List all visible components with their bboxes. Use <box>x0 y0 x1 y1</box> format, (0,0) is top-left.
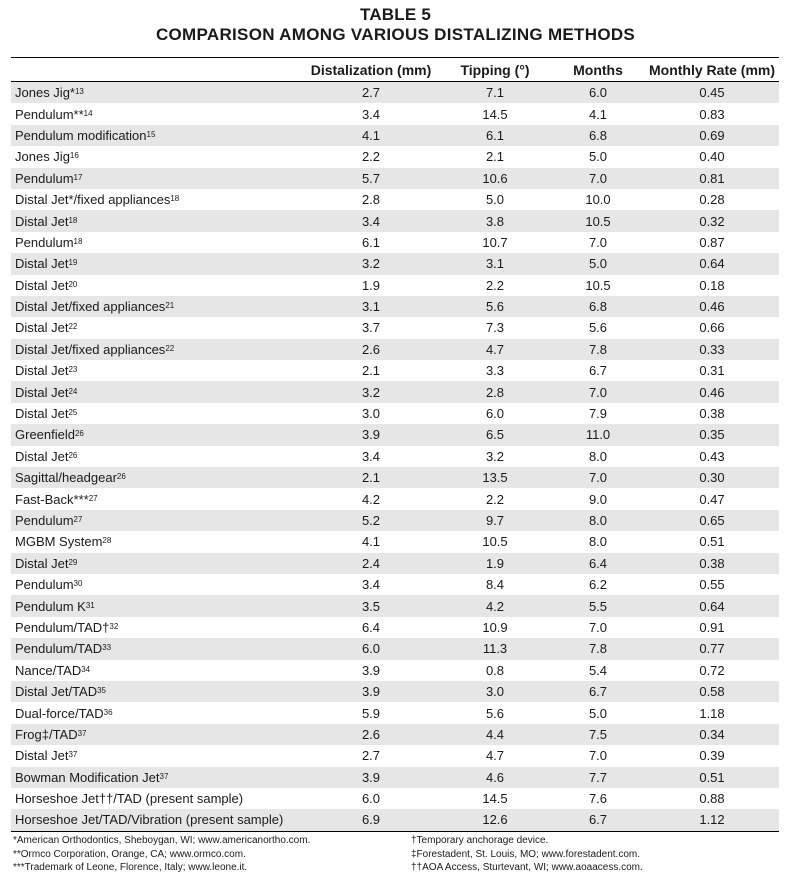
tipping-cell: 5.6 <box>485 299 505 315</box>
distalization-cell: 3.4 <box>361 213 381 229</box>
tipping-cell: 1.9 <box>485 555 505 571</box>
tipping-cell: 3.2 <box>485 448 505 464</box>
reference-number: 37 <box>159 771 169 781</box>
months-cell: 7.0 <box>588 170 608 186</box>
tipping-cell: 14.5 <box>482 106 508 122</box>
method-name: Distal Jet <box>15 320 69 336</box>
months-cell: 6.8 <box>588 299 608 315</box>
distalization-cell: 3.4 <box>361 577 381 593</box>
footnotes-left <box>13 834 310 875</box>
distalization-cell: 2.6 <box>361 726 381 742</box>
distalization-cell: 5.7 <box>361 170 381 186</box>
reference-number: 31 <box>85 600 95 610</box>
months-cell: 7.9 <box>588 406 608 422</box>
monthly-rate-cell: 0.66 <box>699 320 725 336</box>
tipping-cell: 3.8 <box>485 213 505 229</box>
distalization-cell: 3.5 <box>361 598 381 614</box>
tipping-cell: 6.0 <box>485 406 505 422</box>
table-row <box>11 253 779 274</box>
table-row <box>11 574 779 595</box>
tipping-cell: 10.6 <box>482 170 508 186</box>
distalization-cell: 4.1 <box>361 127 381 143</box>
footnote: ††AOA Access, Sturtevant, WI; www.aoaacess.com. <box>411 862 643 873</box>
tipping-cell: 2.2 <box>485 277 505 293</box>
method-cell <box>11 617 303 638</box>
monthly-rate-cell: 0.46 <box>699 384 725 400</box>
months-cell: 5.5 <box>588 598 608 614</box>
monthly-rate-cell: 0.64 <box>699 598 725 614</box>
method-name: Pendulum** <box>15 106 84 122</box>
table-row <box>11 595 779 616</box>
tipping-cell: 6.1 <box>485 127 505 143</box>
months-cell: 10.5 <box>585 213 611 229</box>
method-cell <box>11 702 303 723</box>
monthly-rate-cell: 0.88 <box>699 791 725 807</box>
method-cell <box>11 168 303 189</box>
tipping-cell: 13.5 <box>482 470 508 486</box>
method-name: Distal Jet <box>15 555 69 571</box>
method-cell <box>11 275 303 296</box>
method-name: MGBM System <box>15 534 103 550</box>
months-cell: 7.7 <box>588 769 608 785</box>
method-cell <box>11 574 303 595</box>
months-cell: 10.5 <box>585 277 611 293</box>
monthly-rate-cell: 0.46 <box>699 299 725 315</box>
reference-number: 22 <box>165 343 175 353</box>
tipping-cell: 4.7 <box>485 341 505 357</box>
method-name: Pendulum/TAD <box>15 641 103 657</box>
method-cell <box>11 531 303 552</box>
table-row <box>11 531 779 552</box>
method-name: Horseshoe Jet††/TAD (present sample) <box>15 791 244 807</box>
method-name: Distal Jet <box>15 256 69 272</box>
tipping-cell: 7.1 <box>485 85 505 101</box>
months-cell: 10.0 <box>585 192 611 208</box>
months-cell: 5.0 <box>588 256 608 272</box>
reference-number: 26 <box>74 429 84 439</box>
reference-number: 26 <box>68 450 78 460</box>
reference-number: 37 <box>77 728 87 738</box>
reference-number: 30 <box>73 579 83 589</box>
tipping-cell: 10.5 <box>482 534 508 550</box>
method-name: Distal Jet <box>15 363 69 379</box>
reference-number: 18 <box>68 215 78 225</box>
method-cell <box>11 403 303 424</box>
table-title: TABLE 5 <box>360 5 431 24</box>
footnote: †Temporary anchorage device. <box>411 835 549 846</box>
months-cell: 6.8 <box>588 127 608 143</box>
tipping-cell: 4.6 <box>485 769 505 785</box>
reference-number: 16 <box>69 151 79 161</box>
monthly-rate-cell: 0.34 <box>699 726 725 742</box>
table-row <box>11 660 779 681</box>
footnote: *American Orthodontics, Sheboygan, WI; www.americanortho.com. <box>13 835 311 846</box>
table-row <box>11 403 779 424</box>
method-cell <box>11 510 303 531</box>
monthly-rate-cell: 0.32 <box>699 213 725 229</box>
reference-number: 22 <box>68 322 78 332</box>
method-name: Pendulum K <box>15 598 86 614</box>
months-cell: 6.0 <box>588 85 608 101</box>
header-tipping: Tipping (°) <box>439 58 551 82</box>
method-name: Pendulum <box>15 234 74 250</box>
tipping-cell: 4.7 <box>485 748 505 764</box>
monthly-rate-cell: 1.18 <box>699 705 725 721</box>
method-name: Frog‡/TAD <box>15 726 78 742</box>
months-cell: 7.0 <box>588 470 608 486</box>
months-cell: 7.0 <box>588 384 608 400</box>
reference-number: 35 <box>97 686 107 696</box>
method-name: Distal Jet/fixed appliances <box>15 341 166 357</box>
months-cell: 7.8 <box>588 341 608 357</box>
table-row <box>11 103 779 124</box>
monthly-rate-cell: 0.91 <box>699 619 725 635</box>
reference-number: 25 <box>68 408 78 418</box>
method-cell <box>11 745 303 766</box>
table-subtitle: COMPARISON AMONG VARIOUS DISTALIZING METHODS <box>155 25 636 44</box>
table-row <box>11 446 779 467</box>
method-cell <box>11 82 303 104</box>
months-cell: 5.4 <box>588 662 608 678</box>
header-method <box>11 58 303 82</box>
months-cell: 6.2 <box>588 577 608 593</box>
method-name: Distal Jet <box>15 213 69 229</box>
months-cell: 6.7 <box>588 684 608 700</box>
method-name: Distal Jet <box>15 748 69 764</box>
distalization-cell: 3.2 <box>361 256 381 272</box>
method-name: Pendulum modification <box>15 127 147 143</box>
months-cell: 5.6 <box>588 320 608 336</box>
method-cell <box>11 809 303 831</box>
tipping-cell: 3.0 <box>485 684 505 700</box>
monthly-rate-cell: 0.40 <box>699 149 725 165</box>
table-row <box>11 809 779 831</box>
distalization-cell: 2.7 <box>361 748 381 764</box>
method-name: Distal Jet/fixed appliances <box>15 299 166 315</box>
monthly-rate-cell: 0.38 <box>699 555 725 571</box>
monthly-rate-cell: 0.72 <box>699 662 725 678</box>
monthly-rate-cell: 0.77 <box>699 641 725 657</box>
comparison-table <box>11 57 779 832</box>
reference-number: 27 <box>73 515 83 524</box>
tipping-cell: 8.4 <box>485 577 505 593</box>
reference-number: 23 <box>68 365 78 375</box>
table-row <box>11 381 779 402</box>
distalization-cell: 3.4 <box>361 106 381 122</box>
method-cell <box>11 767 303 788</box>
monthly-rate-cell: 0.28 <box>699 192 725 208</box>
header-distalization: Distalization (mm) <box>303 58 439 82</box>
reference-number: 17 <box>73 172 83 182</box>
months-cell: 8.0 <box>588 513 608 528</box>
reference-number: 32 <box>109 621 119 631</box>
monthly-rate-cell: 0.35 <box>699 427 725 443</box>
distalization-cell: 3.0 <box>361 406 381 422</box>
table-row <box>11 296 779 317</box>
method-cell <box>11 553 303 574</box>
reference-number: 18 <box>170 194 180 204</box>
method-name: Pendulum <box>15 577 74 593</box>
months-cell: 5.0 <box>588 705 608 721</box>
table-row <box>11 681 779 702</box>
monthly-rate-cell: 0.69 <box>699 127 725 143</box>
monthly-rate-cell: 0.47 <box>699 491 725 507</box>
distalization-cell: 2.7 <box>361 85 381 101</box>
reference-number: 28 <box>102 536 112 546</box>
method-name: Nance/TAD <box>15 662 82 678</box>
tipping-cell: 12.6 <box>482 812 508 828</box>
method-name: Jones Jig <box>15 149 70 165</box>
method-cell <box>11 189 303 210</box>
method-cell <box>11 360 303 381</box>
reference-number: 20 <box>68 279 78 289</box>
method-cell <box>11 595 303 616</box>
table-row <box>11 424 779 445</box>
distalization-cell: 3.9 <box>361 662 381 678</box>
method-cell <box>11 296 303 317</box>
distalization-cell: 6.0 <box>361 791 381 807</box>
distalization-cell: 6.0 <box>361 641 381 657</box>
method-name: Distal Jet*/fixed appliances <box>15 192 171 208</box>
months-cell: 7.6 <box>588 791 608 807</box>
method-cell <box>11 488 303 509</box>
method-cell <box>11 446 303 467</box>
months-cell: 9.0 <box>588 491 608 507</box>
method-name: Pendulum/TAD† <box>15 619 110 635</box>
method-name: Distal Jet <box>15 448 69 464</box>
method-cell <box>11 210 303 231</box>
tipping-cell: 5.6 <box>485 705 505 721</box>
reference-number: 33 <box>102 643 112 653</box>
method-cell <box>11 788 303 809</box>
footnote: ***Trademark of Leone, Florence, Italy; www.leone.it. <box>13 862 248 873</box>
method-cell <box>11 467 303 488</box>
table-row <box>11 125 779 146</box>
table-row <box>11 488 779 509</box>
months-cell: 7.0 <box>588 234 608 250</box>
months-cell: 6.4 <box>588 555 608 571</box>
distalization-cell: 2.6 <box>361 341 381 357</box>
header-monthly-rate: Monthly Rate (mm) <box>645 58 779 82</box>
monthly-rate-cell: 0.51 <box>699 769 725 785</box>
table-row <box>11 360 779 381</box>
method-cell <box>11 660 303 681</box>
monthly-rate-cell: 0.18 <box>699 277 725 293</box>
reference-number: 26 <box>116 472 126 482</box>
reference-number: 15 <box>146 129 156 139</box>
months-cell: 7.0 <box>588 748 608 764</box>
method-cell <box>11 103 303 124</box>
reference-number: 21 <box>165 301 175 311</box>
tipping-cell: 11.3 <box>482 641 508 657</box>
monthly-rate-cell: 0.31 <box>699 363 725 379</box>
method-cell <box>11 339 303 360</box>
method-name: Pendulum <box>15 513 74 528</box>
distalization-cell: 5.9 <box>361 705 381 721</box>
distalization-cell: 3.9 <box>361 769 381 785</box>
footnote: ‡Forestadent, St. Louis, MO; www.forestadent.com. <box>411 848 640 860</box>
table-row <box>11 553 779 574</box>
method-name: Pendulum <box>15 170 74 186</box>
method-cell <box>11 125 303 146</box>
distalization-cell: 6.4 <box>361 619 381 635</box>
table-row <box>11 788 779 809</box>
tipping-cell: 5.0 <box>485 192 505 208</box>
reference-number: 34 <box>81 664 91 674</box>
months-cell: 4.1 <box>588 106 608 122</box>
months-cell: 7.0 <box>588 619 608 635</box>
months-cell: 7.8 <box>588 641 608 657</box>
months-cell: 8.0 <box>588 534 608 550</box>
table-row <box>11 146 779 167</box>
table-row <box>11 210 779 231</box>
tipping-cell: 0.8 <box>485 662 505 678</box>
distalization-cell: 4.2 <box>361 491 381 507</box>
table-row <box>11 275 779 296</box>
tipping-cell: 4.2 <box>485 598 505 614</box>
method-cell <box>11 681 303 702</box>
reference-number: 29 <box>68 557 78 567</box>
method-name: Distal Jet <box>15 406 69 422</box>
method-cell <box>11 232 303 253</box>
monthly-rate-cell: 0.30 <box>699 470 725 486</box>
monthly-rate-cell: 0.43 <box>699 448 725 464</box>
distalization-cell: 1.9 <box>361 277 381 293</box>
months-cell: 5.0 <box>588 149 608 165</box>
table-row <box>11 82 779 104</box>
monthly-rate-cell: 0.65 <box>699 513 725 528</box>
distalization-cell: 3.9 <box>361 684 381 700</box>
table-row <box>11 767 779 788</box>
table-row <box>11 638 779 659</box>
distalization-cell: 2.1 <box>361 470 381 486</box>
table-row <box>11 510 779 531</box>
distalization-cell: 3.1 <box>361 299 381 315</box>
monthly-rate-cell: 0.64 <box>699 256 725 272</box>
reference-number: 18 <box>73 236 83 246</box>
reference-number: 37 <box>68 750 78 760</box>
method-cell <box>11 317 303 338</box>
reference-number: 19 <box>68 258 78 268</box>
monthly-rate-cell: 0.38 <box>699 406 725 422</box>
table-row <box>11 617 779 638</box>
table-row <box>11 702 779 723</box>
header-row <box>11 58 779 82</box>
tipping-cell: 14.5 <box>482 791 508 807</box>
method-name: Bowman Modification Jet <box>15 769 160 785</box>
table-row <box>11 232 779 253</box>
distalization-cell: 4.1 <box>361 534 381 550</box>
monthly-rate-cell: 0.87 <box>699 234 725 250</box>
tipping-cell: 9.7 <box>485 513 505 528</box>
monthly-rate-cell: 0.39 <box>699 748 725 764</box>
distalization-cell: 3.4 <box>361 448 381 464</box>
method-name: Sagittal/headgear <box>15 470 117 486</box>
table-row <box>11 189 779 210</box>
method-name: Jones Jig* <box>15 85 75 101</box>
method-name: Distal Jet <box>15 384 69 400</box>
reference-number: 24 <box>68 386 78 396</box>
distalization-cell: 2.2 <box>361 149 381 165</box>
monthly-rate-cell: 0.83 <box>699 106 725 122</box>
distalization-cell: 2.8 <box>361 192 381 208</box>
method-cell <box>11 146 303 167</box>
months-cell: 11.0 <box>585 427 611 443</box>
method-name: Distal Jet <box>15 277 69 293</box>
footnotes-right <box>411 834 643 875</box>
method-name: Fast-Back*** <box>15 491 89 507</box>
table-row <box>11 168 779 189</box>
distalization-cell: 3.2 <box>361 384 381 400</box>
tipping-cell: 3.1 <box>485 256 505 272</box>
reference-number: 14 <box>83 108 93 118</box>
tipping-cell: 7.3 <box>485 320 505 336</box>
table-body <box>11 82 779 832</box>
table-row <box>11 724 779 745</box>
method-name: Distal Jet/TAD <box>15 684 98 700</box>
monthly-rate-cell: 1.12 <box>699 812 725 828</box>
months-cell: 8.0 <box>588 448 608 464</box>
method-cell <box>11 724 303 745</box>
months-cell: 6.7 <box>588 363 608 379</box>
reference-number: 27 <box>88 493 98 503</box>
distalization-cell: 3.7 <box>361 320 381 336</box>
table-row <box>11 467 779 488</box>
tipping-cell: 3.3 <box>485 363 505 379</box>
method-name: Horseshoe Jet/TAD/Vibration (present sample) <box>15 812 284 828</box>
tipping-cell: 2.1 <box>485 149 505 165</box>
monthly-rate-cell: 0.58 <box>699 684 725 700</box>
distalization-cell: 2.4 <box>361 555 381 571</box>
method-cell <box>11 381 303 402</box>
method-cell <box>11 424 303 445</box>
method-name: Greenfield <box>15 427 75 443</box>
distalization-cell: 5.2 <box>361 513 381 528</box>
monthly-rate-cell: 0.45 <box>699 85 725 101</box>
distalization-cell: 6.9 <box>361 812 381 828</box>
distalization-cell: 2.1 <box>361 363 381 379</box>
tipping-cell: 4.4 <box>485 726 505 742</box>
monthly-rate-cell: 0.55 <box>699 577 725 593</box>
method-cell <box>11 638 303 659</box>
table-row <box>11 745 779 766</box>
reference-number: 36 <box>103 707 113 717</box>
monthly-rate-cell: 0.51 <box>699 534 725 550</box>
distalization-cell: 3.9 <box>361 427 381 443</box>
months-cell: 7.5 <box>588 726 608 742</box>
tipping-cell: 2.2 <box>485 491 505 507</box>
monthly-rate-cell: 0.81 <box>699 170 725 186</box>
tipping-cell: 2.8 <box>485 384 505 400</box>
table-row <box>11 339 779 360</box>
tipping-cell: 10.9 <box>482 619 508 635</box>
months-cell: 6.7 <box>588 812 608 828</box>
tipping-cell: 10.7 <box>482 234 508 250</box>
monthly-rate-cell: 0.33 <box>699 341 725 357</box>
distalization-cell: 6.1 <box>361 234 381 250</box>
reference-number: 13 <box>74 87 84 97</box>
table-row <box>11 317 779 338</box>
footnote: **Ormco Corporation, Orange, CA; www.ormco.com. <box>13 848 246 860</box>
method-name: Dual-force/TAD <box>15 705 104 721</box>
method-cell <box>11 253 303 274</box>
header-months: Months <box>551 58 645 82</box>
tipping-cell: 6.5 <box>485 427 505 443</box>
